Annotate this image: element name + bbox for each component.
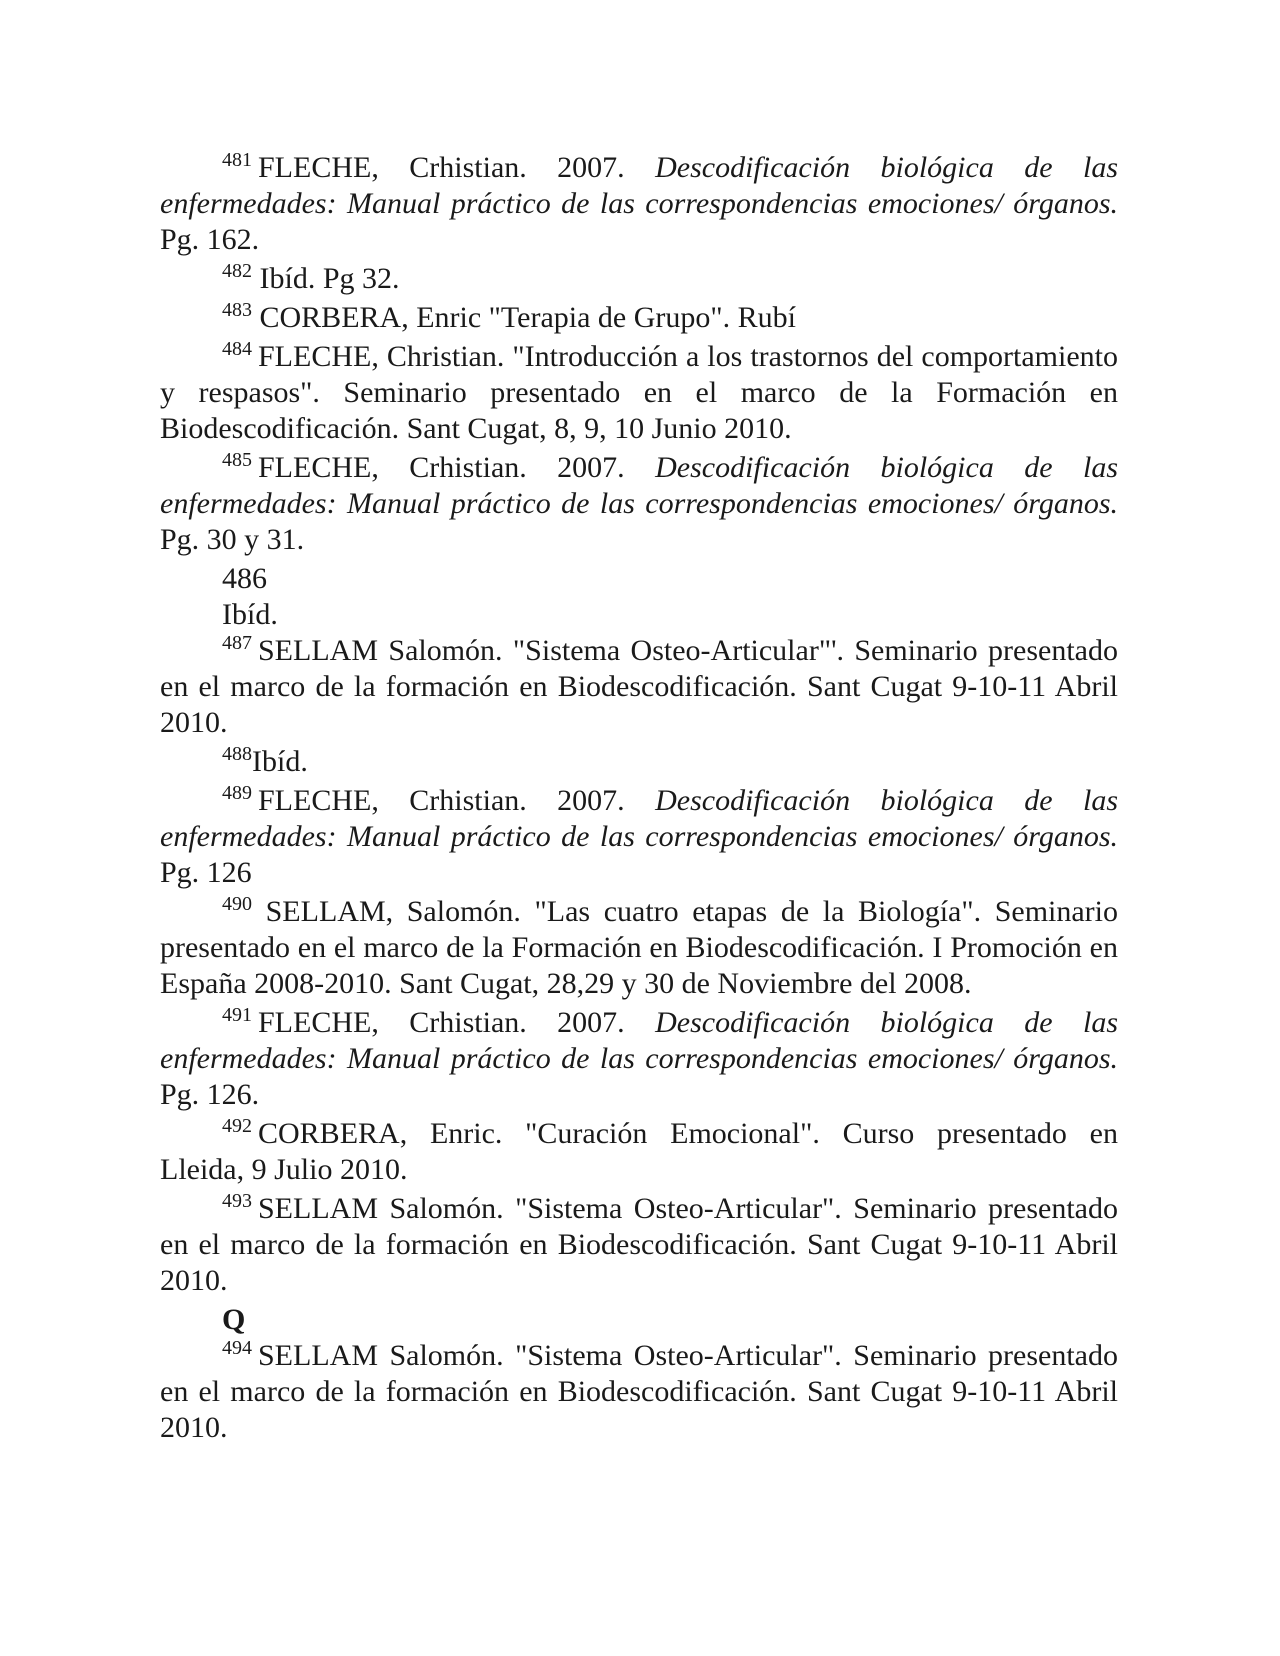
footnote-485 <box>160 450 1118 558</box>
footnote-494 <box>160 1338 1118 1446</box>
footnote-author: FLECHE, Crhistian. 2007. <box>258 451 656 484</box>
footnote-481 <box>160 150 1118 258</box>
footnote-author: FLECHE, Crhistian. 2007. <box>258 151 656 184</box>
footnote-text: SELLAM, Salomón. "Las cuatro etapas de la Biología". Seminario presentado en el marco de la Formación en Biodescodificación. I Promoción en España 2008-2010. Sant Cugat, 28,29 y 30 de Noviembre del 2008. <box>160 895 1119 1000</box>
footnote-text: FLECHE, Christian. "Introducción a los trastornos del comportamiento y respasos". Seminario presentado en el marco de la Formación en Biodescodificación. Sant Cugat, 8, 9, 10 Junio 2010. <box>160 340 1118 445</box>
footnote-488 <box>160 744 1118 780</box>
footnote-487 <box>160 633 1118 741</box>
footnote-text: CORBERA, Enric. "Curación Emocional". Curso presentado en Lleida, 9 Julio 2010. <box>160 1117 1118 1186</box>
footnote-489 <box>160 783 1118 891</box>
footnote-text: SELLAM Salomón. "Sistema Osteo-Articular". Seminario presentado en el marco de la formación en Biodescodificación. Sant Cugat 9-10-11 Abril 2010. <box>160 1192 1118 1297</box>
footnote-text: Ibíd. Pg 32. <box>259 262 400 295</box>
footnote-490 <box>160 894 1118 1002</box>
footnote-number: 488 <box>222 743 252 765</box>
footnote-number: 485 <box>222 449 252 471</box>
footnote-book-title: Descodificación biológica de las enfermedades: Manual práctico de las correspondencias emociones/ órganos. <box>160 784 1118 853</box>
footnote-number: 489 <box>222 782 252 804</box>
footnote-page: Pg. 162. <box>160 223 260 256</box>
footnote-book-title: Descodificación biológica de las enfermedades: Manual práctico de las correspondencias emociones/ órganos. <box>160 151 1118 220</box>
footnote-number: 481 <box>222 149 252 171</box>
footnote-text: Ibíd. <box>252 745 308 778</box>
footnote-page: Pg. 30 y 31. <box>160 523 305 556</box>
footnote-author: FLECHE, Crhistian. 2007. <box>258 1006 656 1039</box>
footnote-number: 494 <box>222 1337 252 1359</box>
footnote-483 <box>160 300 1118 336</box>
footnote-page: Pg. 126. <box>160 1078 260 1111</box>
footnote-491 <box>160 1005 1118 1113</box>
footnote-484 <box>160 339 1118 447</box>
footnote-text: SELLAM Salomón. "Sistema Osteo-Articular". Seminario presentado en el marco de la formación en Biodescodificación. Sant Cugat 9-10-11 Abril 2010. <box>160 1339 1118 1444</box>
footnote-492 <box>160 1116 1118 1188</box>
section-letter: Q <box>222 1303 246 1336</box>
footnote-text: CORBERA, Enric "Terapia de Grupo". Rubí <box>259 301 796 334</box>
footnote-number: 483 <box>222 299 252 321</box>
footnote-number: 487 <box>222 632 252 654</box>
footnote-text: SELLAM Salomón. "Sistema Osteo-Articular"'. Seminario presentado en el marco de la formación en Biodescodificación. Sant Cugat 9-10-11 Abril 2010. <box>160 634 1118 739</box>
footnote-number: 491 <box>222 1004 252 1026</box>
footnote-book-title: Descodificación biológica de las enfermedades: Manual práctico de las correspondencias emociones/ órganos. <box>160 451 1118 520</box>
footnote-author: FLECHE, Crhistian. 2007. <box>258 784 656 817</box>
footnote-number: 482 <box>222 260 252 282</box>
footnote-number: 490 <box>222 893 252 915</box>
footnotes-page <box>160 150 1118 1449</box>
footnote-number: 492 <box>222 1115 252 1137</box>
footnote-493 <box>160 1191 1118 1299</box>
footnote-number: 493 <box>222 1190 252 1212</box>
footnote-book-title: Descodificación biológica de las enfermedades: Manual práctico de las correspondencias emociones/ órganos. <box>160 1006 1118 1075</box>
footnote-number: 484 <box>222 338 252 360</box>
footnote-486-text: Ibíd. <box>222 598 278 631</box>
footnote-486-number: 486 <box>222 562 267 595</box>
footnote-482 <box>160 261 1118 297</box>
footnote-page: Pg. 126 <box>160 856 252 889</box>
